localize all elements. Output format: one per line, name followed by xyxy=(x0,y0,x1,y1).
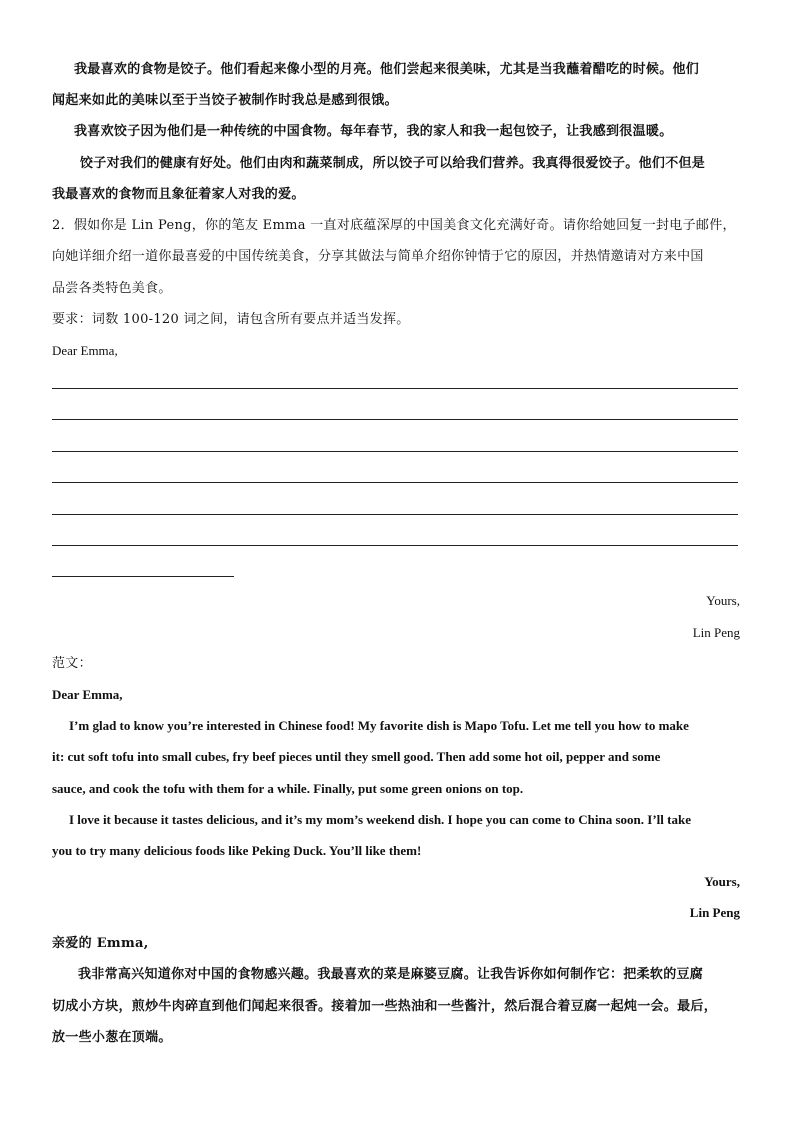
question-line1: 2．假如你是 Lin Peng，你的笔友 Emma 一直对底蕴深厚的中国美食文化充满好奇。请你给她回复一封电子邮件， xyxy=(52,218,736,233)
answer-closing: Yours, xyxy=(706,593,740,608)
model-essay-heading: 范文： xyxy=(52,656,92,671)
question-line2: 向她详细介绍一道你最喜爱的中国传统美食，分享其做法与简单介绍你钟情于它的原因，并热情邀请对方来中国 xyxy=(52,249,704,264)
writing-line[interactable] xyxy=(52,514,738,515)
model-para2-line2: you to try many delicious foods like Peking Duck. You’ll like them! xyxy=(52,843,422,858)
sample-para1-line2: 闻起来如此的美味以至于当饺子被制作时我总是感到很饿。 xyxy=(52,93,398,108)
translation-salutation: 亲爱的 Emma, xyxy=(52,936,149,951)
writing-line[interactable] xyxy=(52,451,738,452)
translation-line3: 放一些小葱在顶端。 xyxy=(52,1030,172,1045)
sample-para3-line2: 我最喜欢的食物而且象征着家人对我的爱。 xyxy=(52,187,305,202)
model-salutation: Dear Emma, xyxy=(52,687,123,702)
model-para1-line2: it: cut soft tofu into small cubes, fry beef pieces until they smell good. Then add some hot oil, pepper and some xyxy=(52,749,661,764)
sample-para1-line1: 我最喜欢的食物是饺子。他们看起来像小型的月亮。他们尝起来很美味，尤其是当我蘸着醋吃的时候。他们 xyxy=(74,62,700,77)
writing-line[interactable] xyxy=(52,545,738,546)
model-para2-line1: I love it because it tastes delicious, and it’s my mom’s weekend dish. I hope you can come to China soon. I’ll take xyxy=(69,812,691,827)
sample-para2-line1: 我喜欢饺子因为他们是一种传统的中国食物。每年春节，我的家人和我一起包饺子，让我感到很温暖。 xyxy=(74,124,673,139)
model-para1-line1: I’m glad to know you’re interested in Chinese food! My favorite dish is Mapo Tofu. Let me tell you how to make xyxy=(69,718,689,733)
translation-line2: 切成小方块，煎炒牛肉碎直到他们闻起来很香。接着加一些热油和一些酱汁，然后混合着豆腐一起炖一会。最后， xyxy=(52,999,718,1014)
model-signature: Lin Peng xyxy=(689,905,740,920)
writing-line[interactable] xyxy=(52,482,738,483)
model-para1-line3: sauce, and cook the tofu with them for a while. Finally, put some green onions on top. xyxy=(52,781,524,796)
writing-line[interactable] xyxy=(52,419,738,420)
question-line3: 品尝各类特色美食。 xyxy=(52,281,172,296)
requirement-text: 要求：词数 100-120 词之间，请包含所有要点并适当发挥。 xyxy=(52,312,410,327)
model-closing: Yours, xyxy=(704,874,740,889)
writing-line-short[interactable] xyxy=(52,576,234,577)
answer-salutation: Dear Emma, xyxy=(52,343,118,358)
sample-para3-line1: 饺子对我们的健康有好处。他们由肉和蔬菜制成，所以饺子可以给我们营养。我真得很爱饺子。他们不但是 xyxy=(80,156,706,171)
answer-signature: Lin Peng xyxy=(692,625,740,640)
writing-line[interactable] xyxy=(52,388,738,389)
translation-line1: 我非常高兴知道你对中国的食物感兴趣。我最喜欢的菜是麻婆豆腐。让我告诉你如何制作它：把柔软的豆腐 xyxy=(78,967,704,982)
